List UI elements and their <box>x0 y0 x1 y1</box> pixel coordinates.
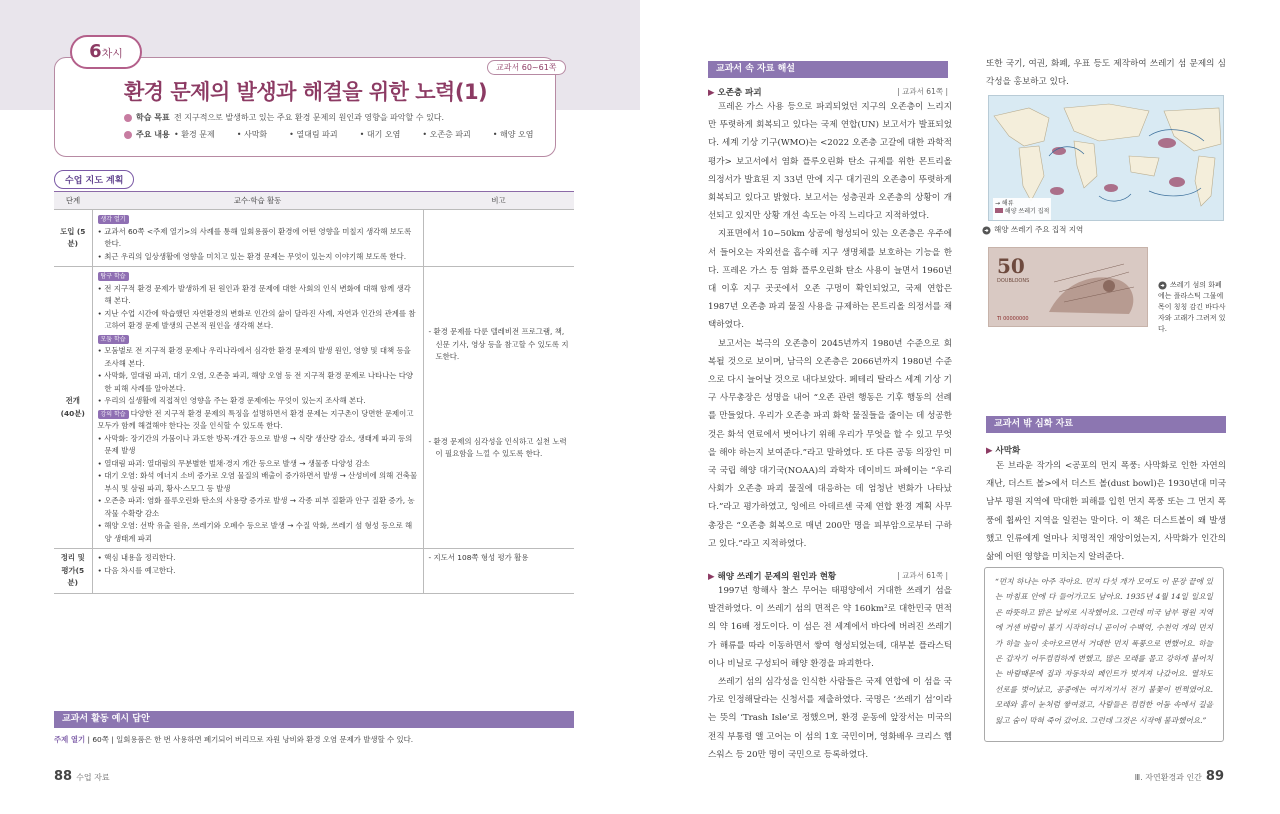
trash-isle-banknote <box>988 247 1148 327</box>
table-row-intro <box>54 210 574 267</box>
ozone-heading-row <box>708 86 948 98</box>
ozone-ref: | 교과서 61쪽 | <box>897 87 948 96</box>
header-note: 비고 <box>423 192 574 210</box>
keyword: • 열대림 파괴 <box>289 130 338 139</box>
table-row-main <box>54 267 574 549</box>
note-item: - 환경 문제의 심각성을 인식하고 실천 노력이 필요함을 느낄 수 있도록 한다. <box>428 436 567 458</box>
main-activities <box>92 267 423 549</box>
sea-lion-illustration-icon <box>1039 252 1143 324</box>
stage-intro: 도입 (5분) <box>54 210 92 267</box>
plan-section-label: 수업 지도 계획 <box>54 170 134 189</box>
example-page: 60쪽 <box>92 735 109 744</box>
lesson-plan-table <box>54 191 574 594</box>
list-item: • 우리의 실생활에 직접적인 영향을 주는 환경 문제에는 무엇이 있는지 조사해 본다. <box>97 396 366 405</box>
keyword: • 환경 문제 <box>174 130 215 139</box>
stage-main: 전개 (40분) <box>54 267 92 549</box>
table-header-row <box>54 192 574 210</box>
map-legend-area: 해양 쓰레기 집적 <box>1004 208 1050 215</box>
paragraph: 돈 브라운 작가의 <공포의 먼지 폭풍: 사막화로 인한 자연의 재난, 더스트 볼>에서 더스트 볼(dust bowl)은 1930년대 미국 남부 평원 지역에 막대한 피해를 입힌 먼지 폭풍 또는 그 먼지 폭풍에 휩싸인 지역을 일컫는 말이다. 이 책은 더스트볼이 왜 발생했고 인류에게 얼마나 치명적인 재앙이었는지, 사막화가 인간의 삶에 어떤 영향을 미치는지 알려준다. <box>986 461 1226 563</box>
page-footer-label: 수업 자료 <box>76 773 110 782</box>
garbage-body <box>708 582 952 764</box>
goal-bullet-icon <box>124 114 132 122</box>
desert-heading-row <box>986 444 1226 456</box>
keyword: • 사막화 <box>236 130 268 139</box>
list-item: • 지난 수업 시간에 학습했던 자연환경의 변화로 인간의 삶이 달라진 사례, 자연과 인간의 관계를 참고하여 환경 문제 발생의 근본적 원인을 생각해 본다. <box>97 308 416 330</box>
section-bar-extra-material: 교과서 밖 심화 자료 <box>986 416 1226 433</box>
garbage-continued: 또한 국기, 여권, 화폐, 우표 등도 제작하여 쓰레기 섬 문제의 심각성을 홍보하고 있다. <box>986 59 1226 88</box>
triangle-marker-icon: ▶ <box>708 88 715 98</box>
main-notes <box>423 267 574 549</box>
content-label: 주요 내용 <box>136 130 170 139</box>
map-legend-current: → 해류 <box>995 200 1014 207</box>
phase-badge: 모둠 학습 <box>98 335 129 344</box>
header-stage: 단계 <box>54 192 92 210</box>
list-item: • 사막화, 열대림 파괴, 대기 오염, 오존층 파괴, 해양 오염 등 전 지구적 환경 문제로 나타나는 다양한 피해 사례를 알아본다. <box>97 371 414 393</box>
map-caption-text: 해양 쓰레기 주요 집적 지역 <box>994 225 1084 234</box>
lesson-number: 6 <box>89 41 102 62</box>
ocean-garbage-map <box>988 95 1224 221</box>
desert-body <box>986 457 1226 566</box>
note-item: - 환경 문제를 다룬 텔레비전 프로그램, 책, 신문 기사, 영상 등을 참고할 수 있도록 지도한다. <box>428 327 569 361</box>
garbage-heading-row <box>708 570 948 582</box>
keyword: • 해양 오염 <box>492 130 534 139</box>
page-footer-label: Ⅲ. 자연환경과 인간 <box>1134 773 1202 782</box>
section-bar-textbook-data: 교과서 속 자료 해설 <box>708 61 948 78</box>
list-item: • 모둠별로 전 지구적 환경 문제나 우리나라에서 심각한 환경 문제의 발생 원인, 영향 및 대책 등을 조사해 본다. <box>97 346 411 368</box>
header-activity: 교수·학습 활동 <box>92 192 423 210</box>
list-item: • 교과서 60쪽 <주제 열기>의 사례를 통해 일회용품이 환경에 어떤 영향을 미칠지 생각해 보도록 한다. <box>97 226 412 248</box>
page-number-left <box>54 769 110 784</box>
bill-label: DOUBLOONS <box>997 278 1030 284</box>
page-title: 환경 문제의 발생과 해결을 위한 노력(1) <box>124 80 488 104</box>
list-item: • 사막화: 장기간의 가뭄이나 과도한 방목·개간 등으로 발생 → 식량 생산량 감소, 생태계 파괴 등의 문제 발생 <box>97 433 413 455</box>
bill-serial: TI 00000000 <box>997 316 1029 322</box>
example-answer-row: 주제 열기 | 60쪽 | 일회용품은 한 번 사용하면 폐기되어 버리므로 자원 낭비와 환경 오염 문제가 발생할 수 있다. <box>54 735 414 744</box>
bill-value: 50 <box>997 254 1025 278</box>
desert-heading: 사막화 <box>995 446 1021 456</box>
keyword: • 오존층 파괴 <box>422 130 471 139</box>
lecture-text: 다양한 전 지구적 환경 문제의 특징을 설명하면서 환경 문제는 지구촌이 당면한 문제이고 모두가 함께 해결해야 한다는 것을 인식할 수 있도록 한다. <box>97 408 414 430</box>
banknote-caption <box>1158 280 1228 335</box>
page-number-right <box>1135 769 1224 784</box>
quote-box: “먼지 하나는 아주 작아요. 먼지 다섯 개가 모여도 이 문장 끝에 있는 마침표 안에 다 들어가고도 남아요. 1935년 4월 14일 일요일은 따뜻하고 맑은 날씨로 시작했어요. 그런데 미국 남부 평원 지역에 거센 바람이 불기 시작하더니 곧이어 수백억, 수천억 개의 먼지가 하늘 높이 솟아오르면서 거대한 먼지 폭풍으로 변했어요. 하늘은 갑자기 어두컴컴하게 변했고, 많은 모래를 몰고 강하게 불어치는 바람때문에 집과 자동차의 페인트가 벗겨져 나갔어요. 열차도 선로를 벗어났고, 공중에는 여기저기서 전기 불꽃이 번쩍였어요. 모래와 흙이 눈처럼 쌓여졌고, 사람들은 컴컴한 어둠 속에서 길을 잃고 숨이 막혀 죽어 갔어요. 그런데 그것은 시작에 불과했어요.” <box>984 567 1224 742</box>
page-number: 89 <box>1205 769 1224 784</box>
page-number: 88 <box>54 769 73 784</box>
garbage-heading: 해양 쓰레기 문제의 원인과 현황 <box>717 572 837 582</box>
example-topic: 주제 열기 <box>54 735 86 744</box>
stage-end: 정리 및 평가(5분) <box>54 549 92 594</box>
arrow-circle-icon <box>982 226 991 235</box>
phase-badge: 탐구 학습 <box>98 272 129 281</box>
list-item: • 해양 오염: 선박 유출 원유, 쓰레기와 오폐수 등으로 발생 → 수질 악화, 쓰레기 섬 형성 등으로 해양 생태계 파괴 <box>97 521 413 543</box>
example-answer-bar: 교과서 활동 예시 답안 <box>54 711 574 728</box>
learning-goal-row <box>124 112 444 123</box>
end-note: - 지도서 108쪽 형성 평가 활용 <box>423 549 574 594</box>
content-bullet-icon <box>124 131 132 139</box>
ozone-heading: 오존층 파괴 <box>717 88 762 98</box>
paragraph: 프레온 가스 사용 등으로 파괴되었던 지구의 오존층이 느리지만 뚜렷하게 회복되고 있다는 국제 연합(UN) 보고서가 발표되었다. 세계 기상 기구(WMO)는 <2022 오존층 고갈에 대한 과학적 평가> 보고서에서 염화 플루오린화 탄소 규제를 위한 몬트리올 의정서가 발효된 지 33년 만에 지구 대기권의 오존층이 뚜렷하게 회복되고 있다고 밝혔다. 보고서는 성층권과 오존층의 상황이 개선되고 있지만 상황 개선 속도는 아직 느리다고 지적하였다. <box>708 102 952 222</box>
lesson-unit: 차시 <box>101 47 123 60</box>
paragraph: 보고서는 북극의 오존층이 2045년까지 1980년 수준으로 회복될 것으로 보이며, 남극의 오존층은 2066년까지 1980년 수준으로 다시 늘어날 것으로 내다보았다. 페테리 탈라스 세계 기상 기구 사무총장은 성명을 내어 “오존 관련 행동은 기후 행동의 선례를 만들었다. 우리가 오존층 파괴 화학 물질들을 줄이는 데 성공한 것은 화석 연료에서 벗어나기 위해 우리가 무엇을 할 수 있고 무엇을 해야 하는지 보여준다.”라고 말하였다. 또 다른 공동 의장인 미국 국립 해양 대기국(NOAA)의 과학자 데이비드 파헤이는 “우리 사회가 오존층 파괴 물질에 대응하는 데 엄청난 변화가 나타났다.”라고 평가하였고, 잉에르 아데르센 국제 연합 환경 계획 사무총장은 “오존층 회복으로 매년 200만 명을 피부암으로부터 구하고 있다.”라고 지적하였다. <box>708 338 952 549</box>
paragraph: 지표면에서 10~50km 상공에 형성되어 있는 오존층은 우주에서 들어오는 자외선을 흡수해 지구 생명체를 보호하는 기능을 한다. 프레온 가스 등 염화 플루오린화 탄소 사용이 늘면서 1960년대 이후 지구 곳곳에서 오존 구멍이 확인되었고, 국제 연합은 1987년 오존층 파괴 물질 사용을 규제하는 몬트리올 의정서를 채택하였다. <box>708 229 952 331</box>
list-item: • 최근 우리의 일상생활에 영향을 미치고 있는 환경 문제는 무엇이 있는지 이야기해 보도록 한다. <box>97 251 407 261</box>
triangle-marker-icon: ▶ <box>708 572 715 582</box>
triangle-marker-icon: ▶ <box>986 446 993 456</box>
goal-text: 전 지구적으로 발생하고 있는 주요 환경 문제의 원인과 영향을 파악할 수 있다. <box>174 113 445 122</box>
ozone-body <box>708 98 952 553</box>
list-item: • 열대림 파괴: 열대림의 무분별한 벌채·경지 개간 등으로 발생 → 생물종 다양성 감소 <box>97 458 370 468</box>
list-item: • 오존층 파괴: 염화 플루오린화 탄소의 사용량 증가로 발생 → 각종 피부 질환과 안구 질환 증가, 농작물 수확량 감소 <box>97 496 415 518</box>
lesson-number-tag <box>70 35 142 69</box>
keyword: • 대기 오염 <box>359 130 401 139</box>
goal-label: 학습 목표 <box>136 113 170 122</box>
intro-activities <box>92 210 423 267</box>
table-row-end <box>54 549 574 594</box>
banknote-caption-text: 쓰레기 섬의 화폐에는 플라스틱 그물에 목이 칭칭 감긴 바다사자와 고래가 그려져 있다. <box>1158 281 1226 333</box>
lesson-header-box <box>54 57 556 157</box>
map-caption <box>982 224 1083 235</box>
paragraph: 1997년 항해사 찰스 무어는 태평양에서 거대한 쓰레기 섬을 발견하였다. 이 쓰레기 섬의 면적은 약 160km²로 대한민국 면적의 약 16배 정도이다. 이 섬은 전 세계에서 바다에 버려진 쓰레기가 해류를 따라 이동하면서 쌓여 형성되었는데, 대부분 플라스틱이나 비닐로 구성되어 해양 환경을 파괴한다. <box>708 586 952 669</box>
arrow-circle-icon <box>1158 281 1167 290</box>
list-item: • 다음 차시를 예고한다. <box>97 565 176 575</box>
textbook-ref-tag: 교과서 60~61쪽 <box>487 60 566 75</box>
phase-badge: 생각 열기 <box>98 215 129 224</box>
list-item: • 대기 오염: 화석 에너지 소비 증가로 오염 물질의 배출이 증가하면서 발생 → 산성비에 의해 건축물 부식 및 삼림 파괴, 황사·스모그 등 발생 <box>97 471 418 493</box>
list-item: • 전 지구적 환경 문제가 발생하게 된 원인과 환경 문제에 대한 사회의 인식 변화에 대해 함께 생각해 본다. <box>97 283 411 305</box>
phase-badge: 강의 학습 <box>98 410 129 419</box>
list-item: • 핵심 내용을 정리한다. <box>97 553 176 562</box>
example-answer: 일회용품은 한 번 사용하면 폐기되어 버리므로 자원 낭비와 환경 오염 문제가 발생할 수 있다. <box>116 735 414 744</box>
garbage-ref: | 교과서 61쪽 | <box>897 571 948 580</box>
legend-swatch-icon <box>995 208 1003 213</box>
paragraph: 쓰레기 섬의 심각성을 인식한 사람들은 국제 연합에 이 섬을 국가로 인정해달라는 신청서를 제출하였다. 국명은 ‘쓰레기 섬’이라는 뜻의 ‘Trash Isle’로 정했으며, 환경 운동에 앞장서는 미국의 전직 부통령 앨 고어는 이 섬의 1호 국민이며, 영화배우 크리스 헴스워스 등 20만 명이 국민으로 등록하였다. <box>708 677 952 760</box>
end-activities <box>92 549 423 594</box>
intro-note <box>423 210 574 267</box>
main-content-row <box>124 129 556 140</box>
